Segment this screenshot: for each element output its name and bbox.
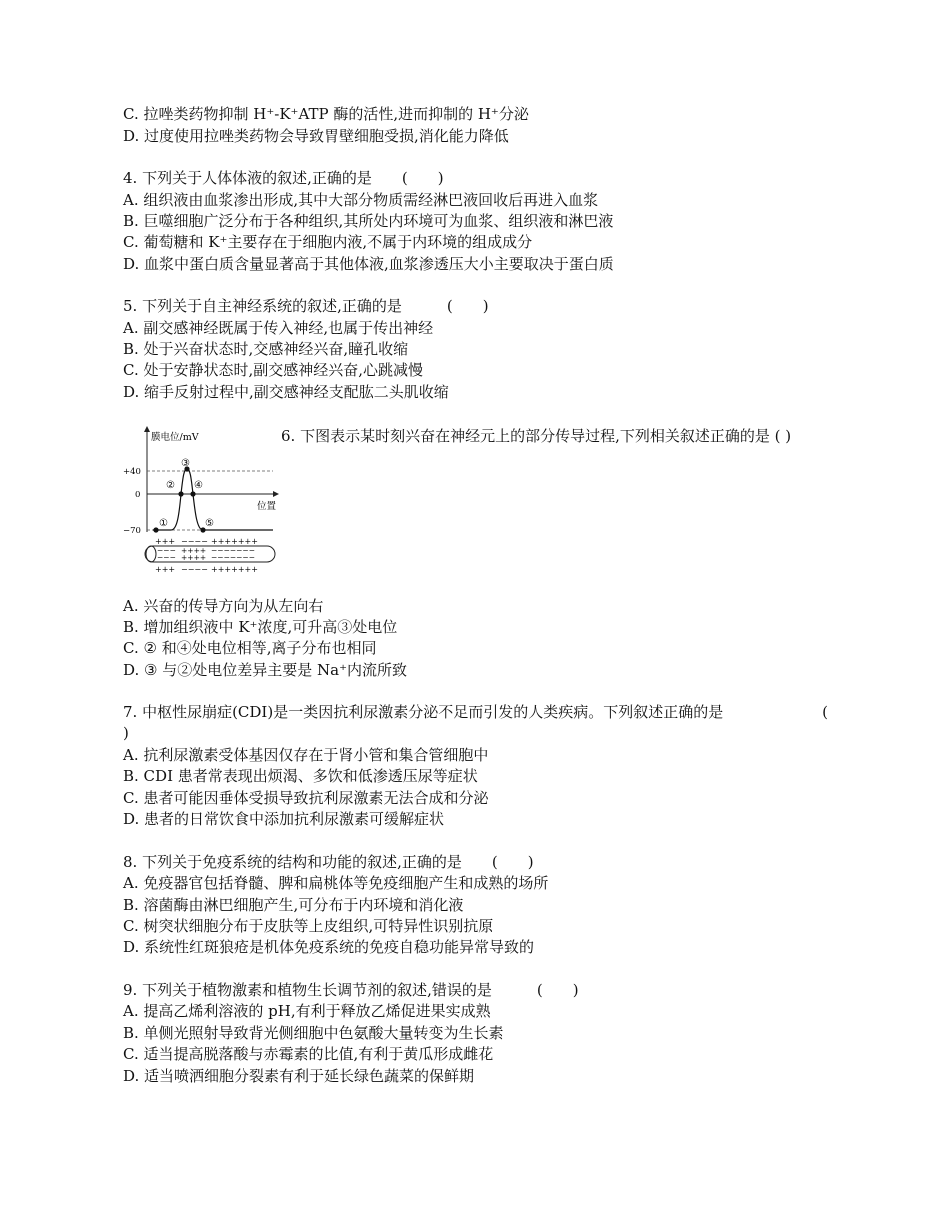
q7-paren-open: (	[822, 703, 828, 721]
q4-option-a: A. 组织液由血浆渗出形成,其中大部分物质需经淋巴液回收后再进入血浆	[123, 191, 599, 209]
q4-stem: 4. 下列关于人体体液的叙述,正确的是 ( )	[123, 169, 444, 187]
charge-outside-top-right: +++++++	[211, 537, 258, 546]
tick-plus40: +40	[123, 467, 141, 477]
q4-option-c: C. 葡萄糖和 K⁺主要存在于细胞内液,不属于内环境的组成成分	[123, 233, 533, 251]
x-axis-label: 位置	[257, 501, 277, 512]
q8-option-a: A. 免疫器官包括脊髓、脾和扁桃体等免疫细胞产生和成熟的场所	[123, 874, 549, 892]
q5-stem: 5. 下列关于自主神经系统的叙述,正确的是 ( )	[123, 297, 489, 315]
point-2-marker	[178, 491, 183, 496]
q7-option-d: D. 患者的日常饮食中添加抗利尿激素可缓解症状	[123, 810, 445, 828]
q5-option-b: B. 处于兴奋状态时,交感神经兴奋,瞳孔收缩	[123, 340, 409, 358]
q7-paren-close: )	[123, 724, 129, 742]
q7-option-b: B. CDI 患者常表现出烦渴、多饮和低渗透压尿等症状	[123, 767, 478, 785]
charge-inside2-right: −−−−−−−	[211, 553, 255, 562]
charge-outside-bottom-right: +++++++	[211, 565, 258, 574]
q7-stem-block	[123, 702, 828, 744]
q9-option-b: B. 单侧光照射导致背光侧细胞中色氨酸大量转变为生长素	[123, 1024, 504, 1042]
point-4-marker	[190, 491, 195, 496]
tick-zero: 0	[135, 490, 141, 500]
charge-inside-left: −−−	[157, 546, 176, 555]
q8-option-c: C. 树突状细胞分布于皮肤等上皮组织,可特异性识别抗原	[123, 917, 494, 935]
q5-option-d: D. 缩手反射过程中,副交感神经支配肱二头肌收缩	[123, 383, 449, 401]
membrane-potential-diagram	[123, 420, 283, 575]
point-3-label: ③	[181, 458, 190, 469]
x-axis-arrow	[273, 491, 279, 497]
q6-option-d: D. ③ 与②处电位差异主要是 Na⁺内流所致	[123, 661, 407, 679]
q8-option-b: B. 溶菌酶由淋巴细胞产生,可分布于内环境和消化液	[123, 896, 464, 914]
charge-outside-bottom-left: +++	[155, 565, 176, 574]
q5-option-a: A. 副交感神经既属于传入神经,也属于传出神经	[123, 319, 434, 337]
q6-option-b: B. 增加组织液中 K⁺浓度,可升高③处电位	[123, 618, 398, 636]
q9-option-a: A. 提高乙烯利溶液的 pH,有利于释放乙烯促进果实成熟	[123, 1002, 491, 1020]
q9-option-c: C. 适当提高脱落酸与赤霉素的比值,有利于黄瓜形成雌花	[123, 1045, 494, 1063]
q7-stem: 7. 中枢性尿崩症(CDI)是一类因抗利尿激素分泌不足而引发的人类疾病。下列叙述正确的是	[123, 703, 724, 721]
charge-inside2-left: −−−	[157, 553, 176, 562]
charge-outside-top-left: +++	[155, 537, 176, 546]
q6-stem: 6. 下图表示某时刻兴奋在神经元上的部分传导过程,下列相关叙述正确的是 ( )	[281, 427, 792, 445]
q6-option-a: A. 兴奋的传导方向为从左向右	[123, 597, 324, 615]
q9-stem: 9. 下列关于植物激素和植物生长调节剂的叙述,错误的是 ( )	[123, 981, 579, 999]
charge-inside-right: −−−−−−−	[211, 546, 255, 555]
q6-option-c: C. ② 和④处电位相等,离子分布也相同	[123, 639, 377, 657]
point-1-marker	[153, 527, 158, 532]
point-4-label: ④	[194, 480, 203, 491]
charge-inside2-mid: ++++	[181, 553, 207, 562]
q7-option-c: C. 患者可能因垂体受损导致抗利尿激素无法合成和分泌	[123, 789, 489, 807]
q8-option-d: D. 系统性红斑狼疮是机体免疫系统的免疫自稳功能异常导致的	[123, 938, 535, 956]
q9-option-d: D. 适当喷洒细胞分裂素有利于延长绿色蔬菜的保鲜期	[123, 1067, 475, 1085]
charge-inside-mid: ++++	[181, 546, 207, 555]
charge-outside-bottom-mid: −−−−	[181, 565, 208, 574]
q5-option-c: C. 处于安静状态时,副交感神经兴奋,心跳减慢	[123, 361, 424, 379]
tick-minus70: −70	[123, 526, 141, 536]
q4-option-b: B. 巨噬细胞广泛分布于各种组织,其所处内环境可为血浆、组织液和淋巴液	[123, 212, 614, 230]
q4-option-d: D. 血浆中蛋白质含量显著高于其他体液,血浆渗透压大小主要取决于蛋白质	[123, 255, 614, 273]
y-axis-label: 膜电位/mV	[151, 432, 199, 443]
point-1-label: ①	[159, 518, 168, 529]
point-5-label: ⑤	[205, 518, 214, 529]
q3-option-c: C. 拉唑类药物抑制 H⁺-K⁺ATP 酶的活性,进而抑制的 H⁺分泌	[123, 105, 529, 123]
q7-option-a: A. 抗利尿激素受体基因仅存在于肾小管和集合管细胞中	[123, 746, 489, 764]
q8-stem: 8. 下列关于免疫系统的结构和功能的叙述,正确的是 ( )	[123, 853, 534, 871]
nerve-fiber-end	[146, 546, 156, 562]
q3-option-d: D. 过度使用拉唑类药物会导致胃壁细胞受损,消化能力降低	[123, 127, 509, 145]
point-2-label: ②	[166, 480, 175, 491]
charge-outside-top-mid: −−−−	[181, 537, 208, 546]
y-axis-arrow	[144, 426, 150, 432]
